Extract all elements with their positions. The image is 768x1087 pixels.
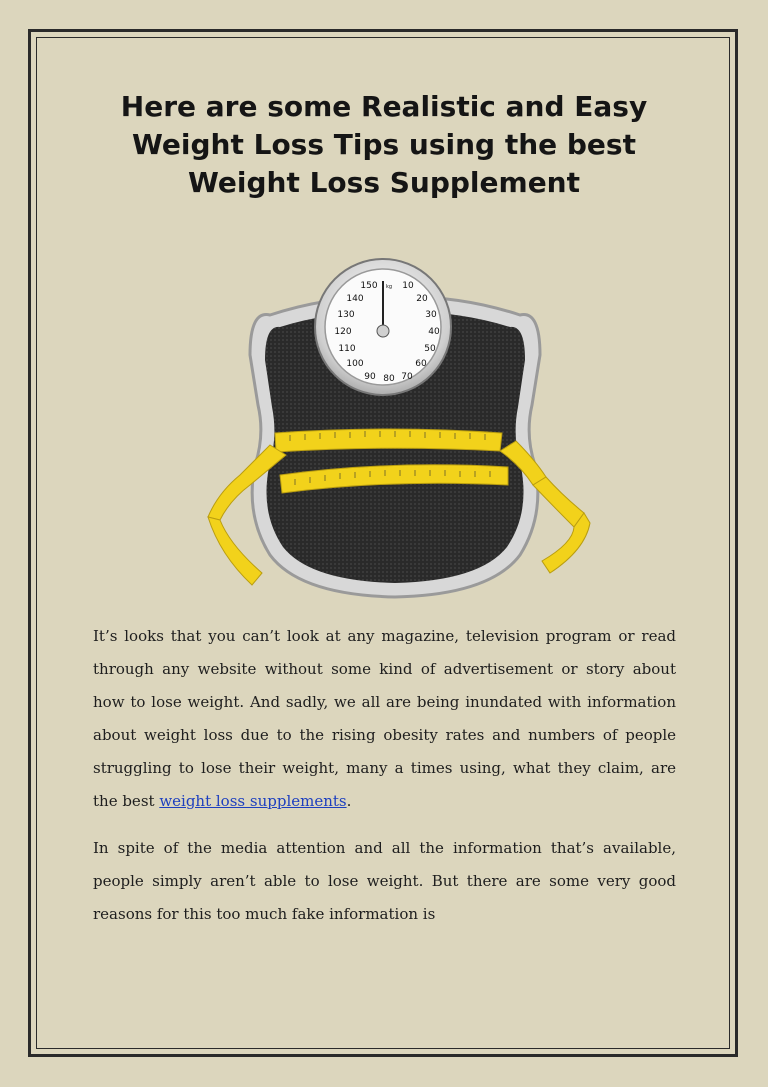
dial-number: 130 [337, 310, 355, 320]
dial-number: 60 [415, 359, 427, 369]
dial-number: 140 [346, 294, 364, 304]
scale-illustration [190, 255, 600, 605]
dial-number: 40 [428, 327, 440, 337]
body-text [93, 620, 676, 945]
dial-number: 110 [338, 344, 356, 354]
paragraph-1-text: It’s looks that you can’t look at any magazine, television program or read through any website without some kind of advertisement or story about how to lose weight. And sadly, we all are being inundated with information about weight loss due to the rising obesity rates and numbers of people struggling to lose their weight, many a times using, what they claim, are the best [93, 627, 676, 810]
dial-number: 20 [416, 294, 428, 304]
dial-number: 100 [346, 359, 364, 369]
dial-number: 70 [401, 372, 413, 382]
dial-hub [377, 325, 389, 337]
dial-number: 150 [360, 281, 378, 291]
dial-number: 90 [364, 372, 376, 382]
dial-number: 120 [334, 327, 352, 337]
dial-number: 10 [402, 281, 414, 291]
paragraph-1 [93, 620, 676, 818]
dial-unit: kg [385, 284, 393, 290]
dial-number: 50 [424, 344, 436, 354]
weight-loss-supplements-link[interactable]: weight loss supplements [159, 792, 347, 810]
paragraph-1-end: . [346, 792, 352, 810]
document-title: Here are some Realistic and Easy Weight Loss Tips using the best Weight Loss Supplement [120, 90, 648, 199]
paragraph-2: In spite of the media attention and all the information that’s available, people simply aren’t able to lose weight. But there are some very good reasons for this too much fake information is [93, 839, 676, 923]
dial-number: 30 [425, 310, 437, 320]
dial-number: 80 [383, 374, 395, 384]
